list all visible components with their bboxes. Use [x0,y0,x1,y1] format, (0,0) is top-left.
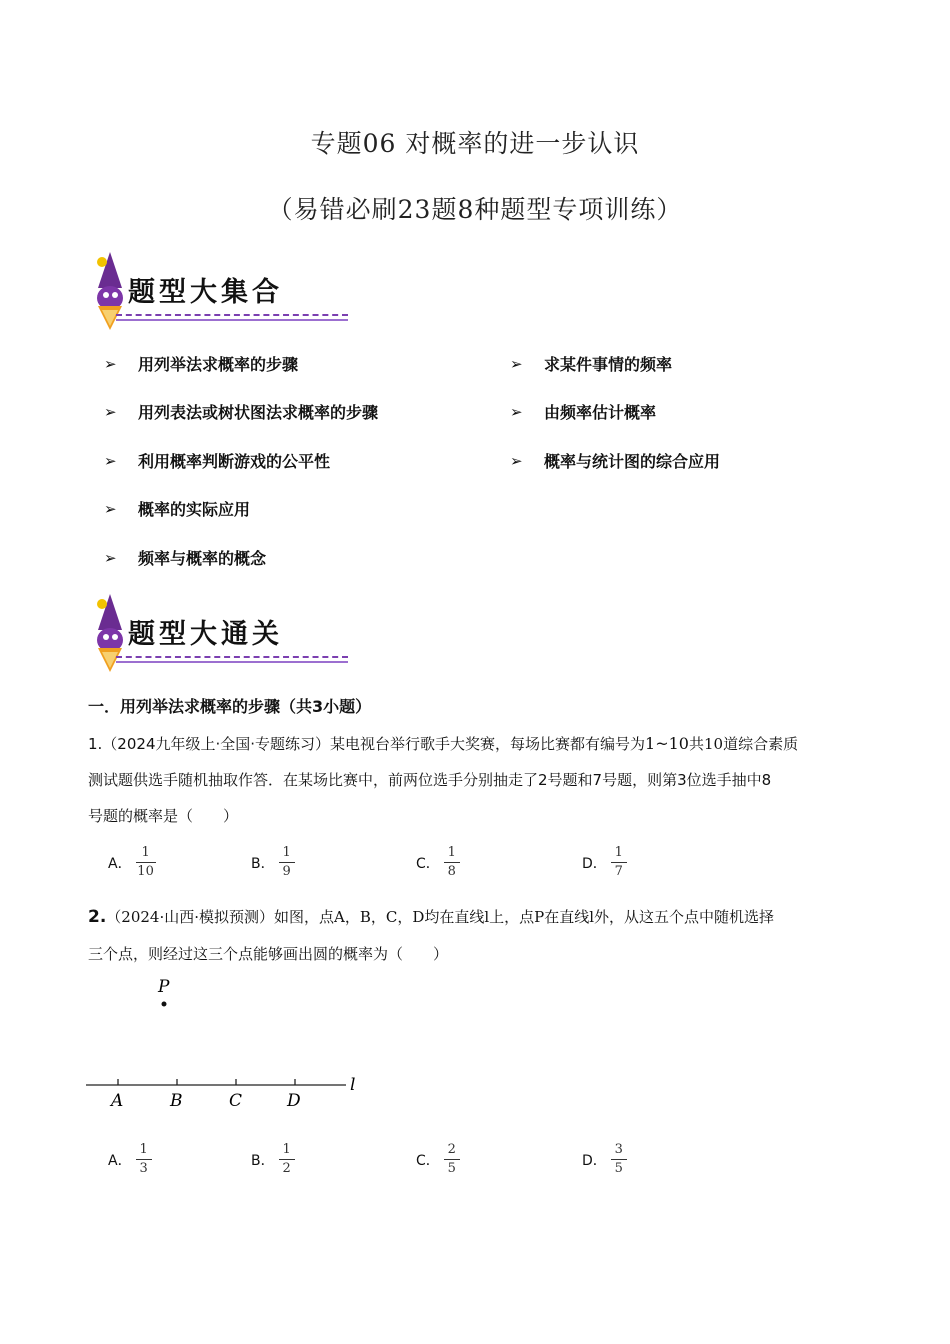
topic-item: ➢ 利用概率判断游戏的公平性 [104,451,331,471]
fraction: $\frac{1}{7}$ [611,846,627,879]
arrow-bullet-icon: ➢ [104,402,117,421]
arrow-bullet-icon: ➢ [104,499,117,518]
number-range: 1~10 [645,734,689,753]
arrow-bullet-icon: ➢ [104,548,117,567]
line-l-label: l [350,1075,356,1095]
arrow-bullet-icon: ➢ [510,402,523,421]
question-2-line-2: 三个点，则经过这三个点能够画出圆的概率为（ ） [88,945,449,963]
point-p-label: P [158,977,170,997]
question-2-line-1: 2.（2024·山西·模拟预测）如图，点A，B，C，D均在直线l上，点P在直线l外，从这五个点中随机选择 [88,907,775,927]
banner-title: 题型大通关 [128,619,283,650]
topic-item: ➢ 求某件事情的频率 [510,354,673,374]
option-b: B． $\frac{1}{2}$ [251,1143,295,1176]
topic-item: ➢ 用列表法或树状图法求概率的步骤 [104,402,379,422]
banner-topic-collection [88,248,356,332]
question-1-line-3: 号题的概率是（ ） [88,807,239,825]
option-c: C． $\frac{1}{8}$ [416,846,460,879]
option-d: D． $\frac{1}{7}$ [582,846,627,879]
banner-divider [116,656,348,658]
banner-divider [116,661,348,663]
option-a: A． $\frac{1}{10}$ [108,845,154,879]
fraction: $\frac{2}{5}$ [444,1143,460,1176]
fraction: $\frac{1}{9}$ [279,846,295,879]
document-title: 专题06 对概率的进一步认识 [310,129,640,158]
topic-item: ➢ 用列举法求概率的步骤 [104,354,299,374]
document-subtitle: （易错必刷23题8种题型专项训练） [267,195,683,224]
fraction: $\frac{1}{10}$ [137,845,154,879]
banner-divider [116,319,348,321]
fraction: $\frac{1}{3}$ [136,1143,152,1176]
arrow-bullet-icon: ➢ [510,354,523,373]
question-count: 10 [704,735,724,753]
topic-item: ➢ 概率与统计图的综合应用 [510,451,721,471]
point-a-label: A [111,1091,124,1111]
point-b-label: B [170,1091,183,1111]
point-d-label: D [287,1091,301,1111]
arrow-bullet-icon: ➢ [510,451,523,470]
option-c: C． $\frac{2}{5}$ [416,1143,460,1176]
question-1-line-1: 1.（2024九年级上·全国·专题练习）某电视台举行歌手大奖赛，每场比赛都有编号为1~10共10道综合素质 [88,734,799,753]
section-heading: 一．用列举法求概率的步骤（共3小题） [88,697,372,716]
fraction: $\frac{1}{2}$ [279,1143,295,1176]
fraction: $\frac{1}{8}$ [444,846,460,879]
arrow-bullet-icon: ➢ [104,354,117,373]
option-b: B． $\frac{1}{9}$ [251,846,295,879]
geometry-figure [80,970,380,1115]
banner-topic-practice [88,590,356,674]
option-a: A． $\frac{1}{3}$ [108,1143,152,1176]
fraction: $\frac{3}{5}$ [611,1143,627,1176]
topic-item: ➢ 由频率估计概率 [510,402,657,422]
question-1-line-2: 测试题供选手随机抽取作答．在某场比赛中，前两位选手分别抽走了2号题和7号题，则第3位选手抽中8 [88,771,772,789]
point-c-label: C [229,1091,243,1111]
arrow-bullet-icon: ➢ [104,451,117,470]
option-d: D． $\frac{3}{5}$ [582,1143,627,1176]
topic-item: ➢ 概率的实际应用 [104,499,251,519]
banner-divider [116,314,348,316]
topic-item: ➢ 频率与概率的概念 [104,548,267,568]
point-p [162,1002,167,1007]
banner-title: 题型大集合 [128,277,283,308]
